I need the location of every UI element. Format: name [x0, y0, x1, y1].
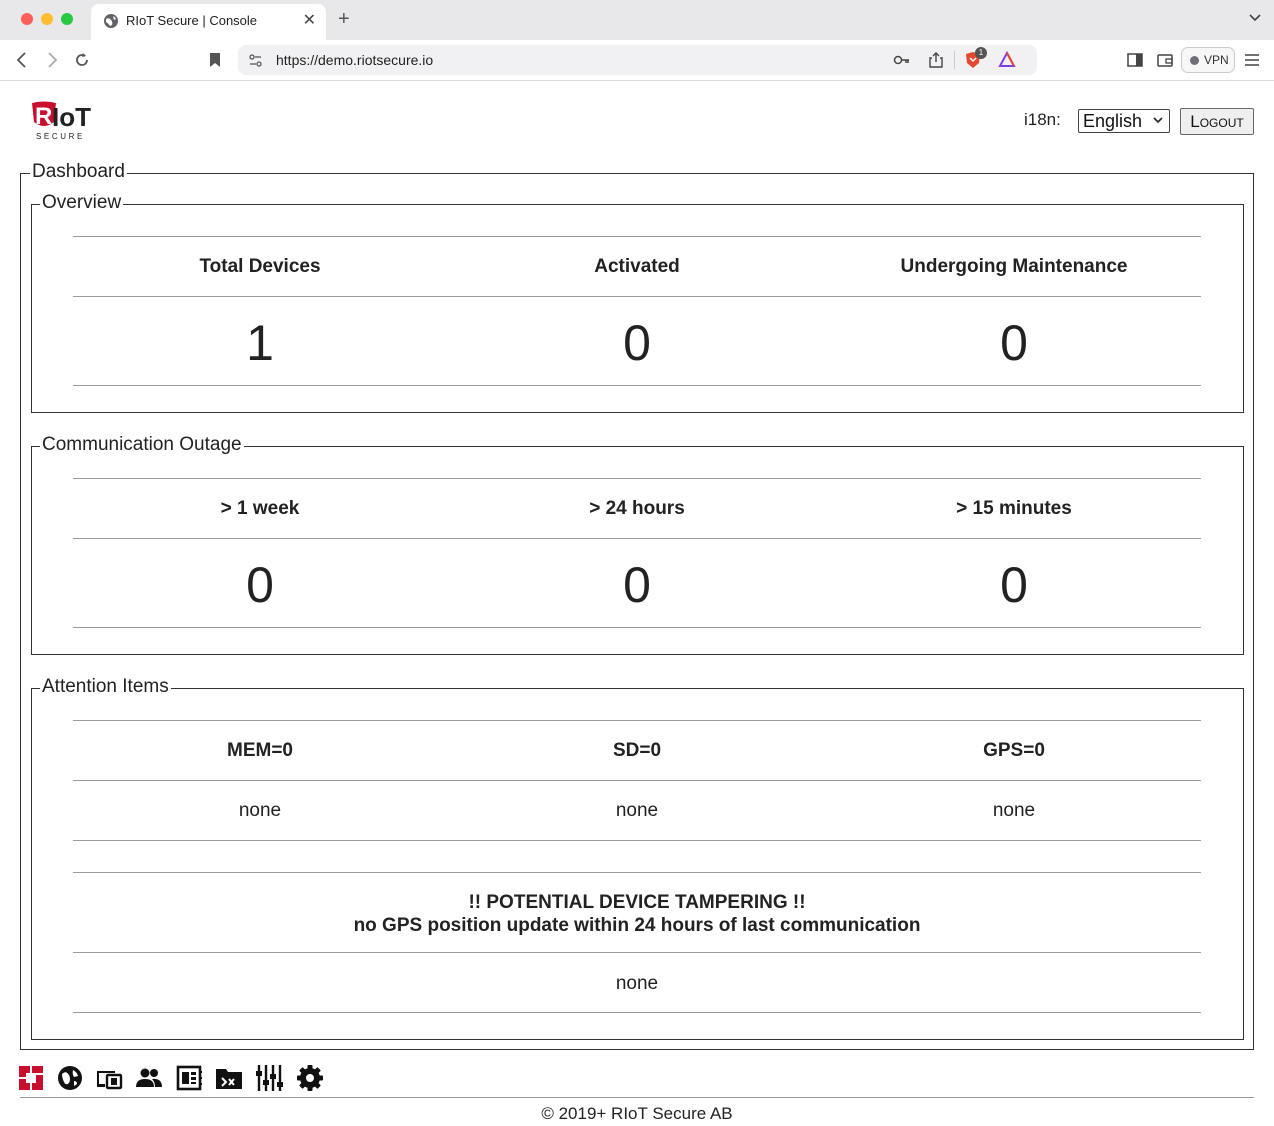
shield-badge: 1: [975, 47, 987, 59]
maximize-window-button[interactable]: [61, 13, 73, 25]
url-text: https://demo.riotsecure.io: [276, 52, 434, 68]
svg-text:SECURE: SECURE: [36, 132, 85, 141]
activated-label: Activated: [594, 256, 680, 277]
divider: [73, 538, 1201, 539]
language-value: English: [1083, 111, 1143, 131]
users-icon[interactable]: [135, 1064, 163, 1092]
dashboard-title: Dashboard: [32, 161, 125, 182]
outage-week-count: 0: [246, 557, 274, 613]
outage-15m-label: > 15 minutes: [956, 498, 1072, 519]
outage-title: Communication Outage: [42, 434, 242, 455]
language-select[interactable]: [1078, 109, 1170, 133]
sd-value: none: [615, 800, 659, 821]
close-window-button[interactable]: [21, 13, 33, 25]
activated-count: 0: [623, 315, 651, 371]
sidebar-icon[interactable]: [1125, 50, 1145, 70]
dashboard-icon[interactable]: [18, 1064, 46, 1092]
divider: [73, 840, 1201, 841]
reload-icon[interactable]: [72, 50, 92, 70]
site-settings-icon[interactable]: [248, 53, 263, 68]
tamper-warning-title: !! POTENTIAL DEVICE TAMPERING !!: [468, 892, 806, 913]
divider: [73, 1012, 1201, 1013]
vpn-button[interactable]: [1181, 47, 1235, 73]
i18n-label: i18n:: [1024, 110, 1061, 129]
attention-title: Attention Items: [42, 676, 169, 697]
sd-label: SD=0: [612, 740, 662, 761]
rewards-icon[interactable]: [998, 51, 1016, 69]
divider: [73, 236, 1201, 237]
maintenance-label: Undergoing Maintenance: [900, 256, 1128, 277]
total-devices-count: 1: [246, 315, 274, 371]
browser-tab-strip: [0, 0, 1274, 40]
riot-secure-logo: [30, 100, 110, 142]
vpn-label: VPN: [1204, 53, 1229, 67]
firmware-icon[interactable]: [175, 1064, 203, 1092]
divider: [73, 720, 1201, 721]
divider: [73, 385, 1201, 386]
total-devices-label: Total Devices: [199, 256, 321, 277]
address-bar[interactable]: [238, 45, 1037, 75]
svg-text:R: R: [35, 103, 53, 130]
new-tab-button[interactable]: +: [338, 8, 350, 30]
forward-icon[interactable]: [42, 50, 62, 70]
chevron-down-icon[interactable]: [1248, 10, 1262, 24]
minimize-window-button[interactable]: [41, 13, 53, 25]
mem-value: none: [238, 800, 282, 821]
globe-icon[interactable]: [56, 1064, 84, 1092]
divider: [73, 872, 1201, 873]
wallet-icon[interactable]: [1155, 50, 1175, 70]
logout-button[interactable]: Logout: [1180, 108, 1254, 135]
svg-text:IoT: IoT: [52, 102, 91, 132]
footer-copyright: © 2019+ RIoT Secure AB: [541, 1104, 733, 1123]
outage-15m-count: 0: [1000, 557, 1028, 613]
gps-label: GPS=0: [983, 740, 1045, 761]
mem-label: MEM=0: [227, 740, 293, 761]
tab-title: RIoT Secure | Console: [126, 13, 258, 28]
outage-week-label: > 1 week: [220, 498, 300, 519]
tamper-warning-subtitle: no GPS position update within 24 hours of last communication: [353, 915, 921, 936]
devices-icon[interactable]: [95, 1064, 123, 1092]
outage-24h-count: 0: [623, 557, 651, 613]
close-tab-icon[interactable]: ✕: [302, 12, 316, 29]
outage-24h-label: > 24 hours: [589, 498, 685, 519]
bookmark-icon[interactable]: [205, 50, 225, 70]
settings-icon[interactable]: [296, 1064, 324, 1092]
chevron-down-icon: [1152, 114, 1164, 126]
divider: [73, 780, 1201, 781]
globe-icon: [103, 13, 119, 29]
footer-divider: [20, 1097, 1254, 1098]
overview-title: Overview: [42, 192, 122, 213]
divider: [73, 952, 1201, 953]
vpn-status-icon: [1190, 56, 1199, 65]
browser-tab[interactable]: [91, 4, 326, 40]
equalizer-icon[interactable]: [255, 1064, 283, 1092]
browser-toolbar: [0, 40, 1274, 81]
divider: [73, 627, 1201, 628]
back-icon[interactable]: [12, 50, 32, 70]
divider: [73, 296, 1201, 297]
menu-icon[interactable]: [1242, 50, 1262, 70]
gps-value: none: [992, 800, 1036, 821]
divider: [73, 478, 1201, 479]
maintenance-count: 0: [1000, 315, 1028, 371]
tamper-value: none: [615, 973, 659, 994]
key-icon[interactable]: [893, 53, 911, 67]
share-icon[interactable]: [928, 51, 944, 69]
folder-icon[interactable]: [215, 1064, 243, 1092]
